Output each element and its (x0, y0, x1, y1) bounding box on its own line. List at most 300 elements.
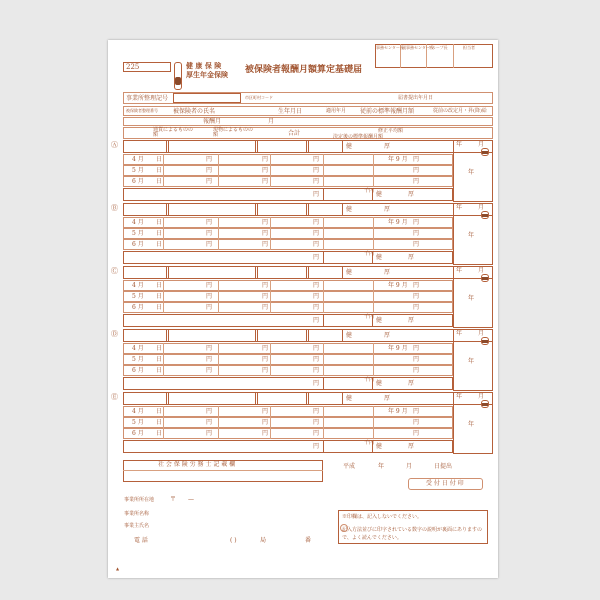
pension-mark-bottom: 厚 (408, 191, 415, 198)
inkind-yen: 円 (262, 356, 269, 363)
row-divider (373, 354, 374, 365)
bottom-yen: 円 (313, 254, 320, 261)
health-mark: 健 (346, 332, 353, 339)
section-right-year: 年 (468, 295, 475, 302)
row-divider (218, 365, 219, 376)
row-divider (270, 417, 271, 428)
name-field[interactable] (168, 329, 256, 342)
row-divider (373, 428, 374, 439)
avg-yen: 円 (413, 419, 420, 426)
row-divider (373, 291, 374, 302)
section-marker: Ⓐ (111, 141, 118, 149)
currency-yen: 円 (206, 356, 213, 363)
row-divider (323, 217, 324, 228)
row-divider (218, 354, 219, 365)
inkind-yen: 円 (262, 167, 269, 174)
row-divider (270, 291, 271, 302)
row-divider (373, 239, 374, 250)
section-marker: Ⓒ (111, 267, 118, 275)
row-divider (218, 428, 219, 439)
bottom-yen: 円 (313, 443, 320, 450)
submit-date-label: 日提出 (434, 463, 453, 470)
row-divider (373, 217, 374, 228)
day-label: 日 (156, 356, 163, 363)
municipality-label: 市区町村コード (245, 95, 273, 100)
day-label: 日 (156, 419, 163, 426)
currency-yen: 円 (206, 419, 213, 426)
health-mark-bottom: 健 (376, 443, 383, 450)
row-divider (218, 302, 219, 313)
col-header-decided-standard: 決定後の標準報酬月額 (333, 134, 384, 140)
col-header-total: 合計 (288, 130, 301, 137)
currency-yen: 円 (206, 304, 213, 311)
avg-yen: 円 (413, 345, 420, 352)
sharoushi-divider (123, 470, 323, 471)
thousand-yen: 千円 (364, 377, 375, 383)
avg-yen: 円 (413, 156, 420, 163)
inkind-yen: 円 (262, 156, 269, 163)
row-divider (270, 428, 271, 439)
row-divider (373, 417, 374, 428)
apply-field[interactable] (308, 140, 343, 153)
inkind-yen: 円 (262, 282, 269, 289)
apply-field[interactable] (308, 203, 343, 216)
row-divider (373, 228, 374, 239)
year-sep-label: 年 9 月 (388, 282, 408, 289)
currency-yen: 円 (206, 430, 213, 437)
section-year: 年 (456, 330, 463, 337)
section-tab-fill (482, 277, 488, 280)
day-label: 日 (156, 282, 163, 289)
insured-number-field[interactable] (123, 140, 167, 153)
phone-local: 局 (260, 537, 267, 544)
office-number-label: 届書提出年月日 (398, 95, 434, 101)
office-code-label: 事業所整理記号 (126, 95, 169, 102)
row-divider (323, 176, 324, 187)
col-header-month: 月 (268, 118, 275, 125)
inkind-yen: 円 (262, 219, 269, 226)
month-label: 5 月 (132, 293, 144, 300)
section-total-row (123, 188, 453, 201)
phone-ext: 番 (305, 537, 312, 544)
inkind-yen: 円 (262, 408, 269, 415)
month-row (123, 365, 453, 376)
apply-field[interactable] (308, 266, 343, 279)
birth-field[interactable] (257, 329, 307, 342)
row-divider (218, 291, 219, 302)
avg-yen: 円 (413, 178, 420, 185)
row-divider (270, 165, 271, 176)
health-mark: 健 (346, 143, 353, 150)
sharoushi-label: 社 会 保 険 労 務 士 記 載 欄 (158, 461, 236, 468)
section-year: 年 (456, 393, 463, 400)
name-field[interactable] (168, 392, 256, 405)
day-label: 日 (156, 230, 163, 237)
row-divider (270, 302, 271, 313)
row-divider (373, 154, 374, 165)
row-divider (270, 217, 271, 228)
total-yen: 円 (313, 408, 320, 415)
pension-mark-bottom: 厚 (408, 254, 415, 261)
total-yen: 円 (313, 167, 320, 174)
note-2: 記入方法並びに印字されている数字の説明が裏面にありますので、よく読んでください。 (342, 527, 483, 541)
currency-yen: 円 (206, 367, 213, 374)
code-number: 225 (126, 63, 140, 71)
insurance-line1: 健 康 保 険 (186, 61, 222, 70)
total-yen: 円 (313, 219, 320, 226)
avg-yen: 円 (413, 367, 420, 374)
row-divider (323, 428, 324, 439)
inkind-yen: 円 (262, 304, 269, 311)
row-divider (218, 228, 219, 239)
day-label: 日 (156, 408, 163, 415)
col-header-apply-month: 適用年月 (326, 108, 347, 114)
col-header-inkind: 現物によるものの額 (213, 127, 254, 138)
code-marker-box (174, 62, 182, 90)
total-yen: 円 (313, 282, 320, 289)
month-label: 4 月 (132, 156, 144, 163)
col-header-previous-revision: 従前の改定月・昇(降)給 (433, 108, 487, 114)
bottom-yen: 円 (313, 380, 320, 387)
day-label: 日 (156, 241, 163, 248)
pension-mark-bottom: 厚 (408, 443, 415, 450)
currency-yen: 円 (206, 219, 213, 226)
approval-cell-label: グループ長 (428, 45, 448, 50)
row-divider (270, 365, 271, 376)
row-divider (218, 406, 219, 417)
row-divider (323, 228, 324, 239)
row-divider (270, 228, 271, 239)
note-1: ※印欄は、記入しないでください。 (342, 514, 423, 520)
avg-yen: 円 (413, 282, 420, 289)
col-header-name: 被保険者の氏名 (173, 108, 216, 115)
row-divider (323, 343, 324, 354)
row-divider (163, 406, 164, 417)
era-label: 平成 (343, 463, 356, 470)
month-label: 4 月 (132, 345, 144, 352)
row-divider (163, 291, 164, 302)
day-label: 日 (156, 430, 163, 437)
day-label: 日 (156, 367, 163, 374)
month-label: 4 月 (132, 408, 144, 415)
section-month: 月 (478, 393, 485, 400)
currency-yen: 円 (206, 408, 213, 415)
thousand-yen: 千円 (364, 251, 375, 257)
col-header-previous-standard: 従前の標準報酬月額 (360, 108, 415, 115)
row-divider (270, 354, 271, 365)
inkind-yen: 円 (262, 367, 269, 374)
row-divider (323, 302, 324, 313)
total-yen: 円 (313, 178, 320, 185)
row-divider (373, 176, 374, 187)
section-right-year: 年 (468, 358, 475, 365)
total-yen: 円 (313, 230, 320, 237)
row-divider (270, 176, 271, 187)
pension-mark: 厚 (384, 332, 391, 339)
phone-label: 電 話 (134, 537, 148, 544)
pension-mark: 厚 (384, 269, 391, 276)
office-name-label: 事業所名称 (124, 511, 150, 517)
row-divider (323, 165, 324, 176)
row-divider (373, 165, 374, 176)
name-field[interactable] (168, 140, 256, 153)
row-divider (218, 176, 219, 187)
health-mark-bottom: 健 (376, 380, 383, 387)
month-label: 6 月 (132, 367, 144, 374)
insurance-line2: 厚生年金保険 (186, 70, 228, 79)
row-divider (163, 302, 164, 313)
row-divider (163, 154, 164, 165)
row-divider (373, 343, 374, 354)
row-divider (218, 217, 219, 228)
day-label: 日 (156, 304, 163, 311)
year-sep-label: 年 9 月 (388, 408, 408, 415)
row-divider (163, 228, 164, 239)
day-label: 日 (156, 219, 163, 226)
row-divider (163, 165, 164, 176)
pension-mark: 厚 (384, 206, 391, 213)
section-month: 月 (478, 204, 485, 211)
thousand-yen: 千円 (364, 440, 375, 446)
currency-yen: 円 (206, 230, 213, 237)
section-right-year: 年 (468, 421, 475, 428)
row-divider (373, 302, 374, 313)
section-tab-fill (482, 151, 488, 154)
section-right-year: 年 (468, 169, 475, 176)
avg-yen: 円 (413, 304, 420, 311)
bottom-yen: 円 (313, 191, 320, 198)
total-yen: 円 (313, 304, 320, 311)
pension-mark: 厚 (384, 143, 391, 150)
total-yen: 円 (313, 156, 320, 163)
postal-mark: 〒 (170, 496, 177, 503)
row-divider (270, 406, 271, 417)
month-label: 5 月 (132, 230, 144, 237)
owner-name-label: 事業主氏名 (124, 523, 150, 529)
health-mark-bottom: 健 (376, 317, 383, 324)
section-total-row (123, 314, 453, 327)
avg-yen: 円 (413, 408, 420, 415)
apply-field[interactable] (308, 392, 343, 405)
row-divider (218, 343, 219, 354)
section-total-row (123, 440, 453, 453)
approval-cell-label: 事務センター長 (376, 45, 404, 50)
insured-number-field[interactable] (123, 266, 167, 279)
insured-number-field[interactable] (123, 329, 167, 342)
row-divider (323, 239, 324, 250)
inkind-yen: 円 (262, 241, 269, 248)
col-header-insured-number: 被保険者整理番号 (126, 108, 158, 113)
section-tab-fill (482, 340, 488, 343)
health-mark-bottom: 健 (376, 254, 383, 261)
form-title: 被保険者報酬月額算定基礎届 (245, 65, 363, 75)
avg-yen: 円 (413, 430, 420, 437)
row-divider (163, 343, 164, 354)
currency-yen: 円 (206, 167, 213, 174)
pension-mark-bottom: 厚 (408, 317, 415, 324)
health-mark: 健 (346, 269, 353, 276)
health-mark: 健 (346, 395, 353, 402)
health-mark: 健 (346, 206, 353, 213)
insured-number-field[interactable] (123, 392, 167, 405)
row-divider (163, 239, 164, 250)
month-label: 5 月 (132, 356, 144, 363)
section-marker: Ⓓ (111, 330, 118, 338)
office-code-field[interactable] (173, 93, 241, 103)
submit-year: 年 (378, 463, 385, 470)
row-divider (373, 365, 374, 376)
inkind-yen: 円 (262, 345, 269, 352)
day-label: 日 (156, 156, 163, 163)
approval-cell-label: 副事務センター長 (402, 45, 434, 50)
section-total-row (123, 377, 453, 390)
row-divider (163, 365, 164, 376)
row-divider (218, 165, 219, 176)
section-marker: Ⓑ (111, 204, 118, 212)
day-label: 日 (156, 167, 163, 174)
row-divider (373, 280, 374, 291)
row-divider (323, 280, 324, 291)
month-label: 5 月 (132, 167, 144, 174)
submit-month: 月 (406, 463, 413, 470)
total-yen: 円 (313, 419, 320, 426)
col-header-corrected-avg: 修正平均額 (378, 128, 404, 134)
total-yen: 円 (313, 345, 320, 352)
day-label: 日 (156, 293, 163, 300)
row-divider (323, 406, 324, 417)
postal-dash: — (188, 496, 194, 503)
inkind-yen: 円 (262, 293, 269, 300)
total-yen: 円 (313, 430, 320, 437)
code-marker-fill (175, 77, 181, 85)
publisher-mark: ▲ (116, 566, 120, 571)
section-year: 年 (456, 141, 463, 148)
col-header-birthdate: 生年月日 (278, 108, 303, 115)
month-label: 6 月 (132, 304, 144, 311)
month-row (123, 354, 453, 365)
row-divider (323, 417, 324, 428)
day-label: 日 (156, 345, 163, 352)
row-divider (218, 154, 219, 165)
currency-yen: 円 (206, 293, 213, 300)
month-row (123, 302, 453, 313)
inkind-yen: 円 (262, 230, 269, 237)
inkind-yen: 円 (262, 419, 269, 426)
birth-field[interactable] (257, 392, 307, 405)
section-marker: Ⓔ (111, 393, 118, 401)
currency-yen: 円 (206, 282, 213, 289)
month-row (123, 165, 453, 176)
row-divider (323, 365, 324, 376)
month-label: 6 月 (132, 430, 144, 437)
thousand-yen: 千円 (364, 188, 375, 194)
inkind-yen: 円 (262, 178, 269, 185)
day-label: 日 (156, 178, 163, 185)
apply-field[interactable] (308, 329, 343, 342)
row-divider (270, 154, 271, 165)
currency-yen: 円 (206, 178, 213, 185)
avg-yen: 円 (413, 241, 420, 248)
col-header-currency: 通貨によるものの額 (153, 127, 194, 138)
month-label: 4 月 (132, 219, 144, 226)
health-mark-bottom: 健 (376, 191, 383, 198)
row-divider (163, 417, 164, 428)
name-field[interactable] (168, 266, 256, 279)
month-row (123, 176, 453, 187)
avg-yen: 円 (413, 167, 420, 174)
bottom-yen: 円 (313, 317, 320, 324)
month-row (123, 417, 453, 428)
row-divider (163, 428, 164, 439)
currency-yen: 円 (206, 241, 213, 248)
form-sheet (108, 40, 498, 578)
month-label: 4 月 (132, 282, 144, 289)
total-yen: 円 (313, 241, 320, 248)
month-row (123, 239, 453, 250)
birth-field[interactable] (257, 140, 307, 153)
birth-field[interactable] (257, 203, 307, 216)
row-divider (163, 354, 164, 365)
row-divider (163, 176, 164, 187)
column-header-row-2 (123, 117, 493, 126)
row-divider (218, 239, 219, 250)
address-label: 事業所所在地 (124, 497, 155, 503)
section-tab-fill (482, 403, 488, 406)
section-year: 年 (456, 204, 463, 211)
section-tab-fill (482, 214, 488, 217)
currency-yen: 円 (206, 156, 213, 163)
section-month: 月 (478, 267, 485, 274)
total-yen: 円 (313, 293, 320, 300)
row-divider (270, 280, 271, 291)
section-total-row (123, 251, 453, 264)
pension-mark-bottom: 厚 (408, 380, 415, 387)
row-divider (373, 406, 374, 417)
month-label: 5 月 (132, 419, 144, 426)
row-divider (270, 239, 271, 250)
row-divider (163, 217, 164, 228)
approval-cell-label: 担当者 (463, 45, 475, 50)
inkind-yen: 円 (262, 430, 269, 437)
section-month: 月 (478, 141, 485, 148)
col-header-remuneration-month: 報酬月 (203, 118, 222, 125)
section-right-year: 年 (468, 232, 475, 239)
section-year: 年 (456, 267, 463, 274)
row-divider (218, 280, 219, 291)
row-divider (323, 354, 324, 365)
receipt-stamp-label: 受 付 日 付 印 (426, 480, 464, 487)
month-label: 6 月 (132, 178, 144, 185)
avg-yen: 円 (413, 356, 420, 363)
thousand-yen: 千円 (364, 314, 375, 320)
row-divider (218, 417, 219, 428)
currency-yen: 円 (206, 345, 213, 352)
insured-number-field[interactable] (123, 203, 167, 216)
month-row (123, 228, 453, 239)
phone-paren: ( ) (230, 537, 237, 544)
total-yen: 円 (313, 356, 320, 363)
avg-yen: 円 (413, 293, 420, 300)
row-divider (163, 280, 164, 291)
row-divider (323, 291, 324, 302)
name-field[interactable] (168, 203, 256, 216)
approval-divider (453, 44, 454, 68)
year-sep-label: 年 9 月 (388, 156, 408, 163)
year-sep-label: 年 9 月 (388, 219, 408, 226)
birth-field[interactable] (257, 266, 307, 279)
row-divider (323, 154, 324, 165)
pension-mark: 厚 (384, 395, 391, 402)
